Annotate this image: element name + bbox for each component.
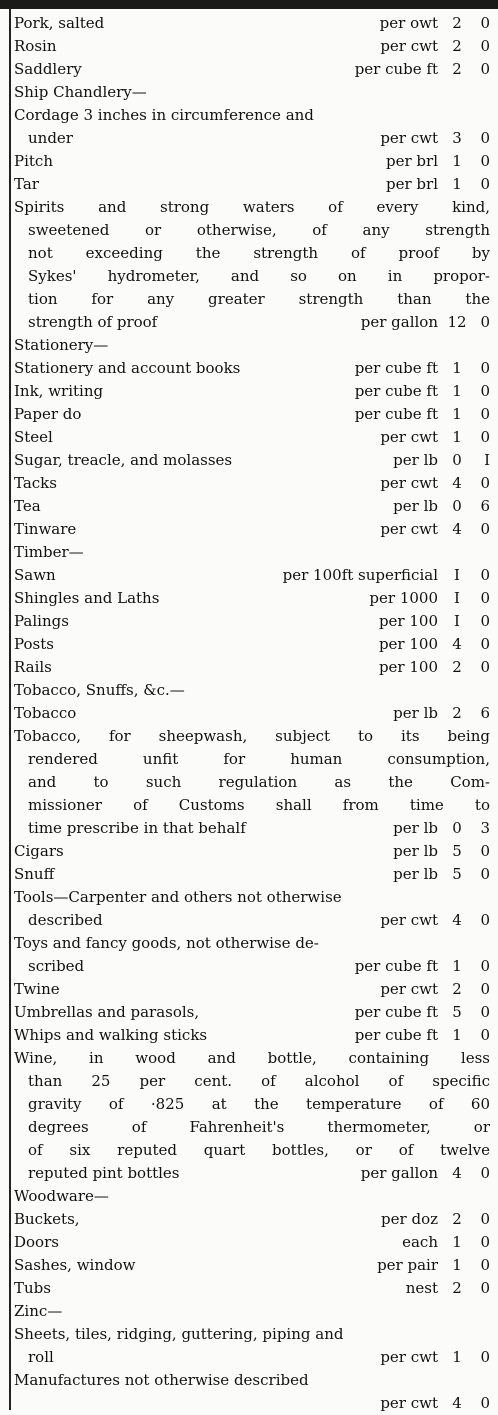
duty-unit: per cwt [380,911,438,929]
item-description: under [28,129,73,147]
duty-shillings: 4 [452,911,462,929]
duty-shillings: 1 [452,1256,462,1274]
spirits-paragraph [14,196,490,311]
duty-shillings: 4 [452,1164,462,1182]
duty-pence: 0 [480,313,490,331]
duty-pence: 0 [480,152,490,170]
tariff-row-stationery-and-account-books [14,357,490,380]
duty-unit: per gallon [360,1164,438,1182]
duty-shillings: 1 [452,428,462,446]
duty-shillings: 3 [452,129,462,147]
duty-shillings: 1 [452,359,462,377]
duty-shillings: 1 [452,382,462,400]
tariff-row-toys-and-fancy-goods-not-otherwise-de [14,932,490,955]
duty-unit: per cwt [380,980,438,998]
item-description: Stationery— [14,336,109,354]
paragraph-line: degrees of Fahrenheit's thermometer, or [28,1118,490,1136]
top-border-bar [0,0,498,9]
paragraph-line: tion for any greater strength than the [28,290,490,308]
item-description: Snuff [14,865,55,883]
duty-shillings: 2 [452,14,462,32]
tariff-row-tinware [14,518,490,541]
item-description: Tacks [14,474,57,492]
item-description: Rails [14,658,52,676]
tariff-row-rails [14,656,490,679]
item-description: Sawn [14,566,56,584]
tariff-row-tubs [14,1277,490,1300]
duty-pence: 0 [480,359,490,377]
duty-unit: per gallon [360,313,438,331]
tariff-row-sugar-treacle-and-molasses [14,449,490,472]
duty-unit: per lb [393,865,438,883]
duty-pence: 0 [480,129,490,147]
tariff-row-whips-and-walking-sticks [14,1024,490,1047]
tariff-row-sawn [14,564,490,587]
paragraph-line: Sykes' hydrometer, and so on in propor- [28,267,490,285]
item-description: Tobacco [14,704,77,722]
tariff-row-saddlery [14,58,490,81]
left-column-rule [9,9,11,1410]
duty-shillings: 4 [452,1394,462,1412]
tariff-row-paper-do [14,403,490,426]
tariff-row-ship-chandlery [14,81,490,104]
tariff-row-steel [14,426,490,449]
duty-unit: per 100 [378,612,438,630]
item-description: Umbrellas and parasols, [14,1003,200,1021]
duty-shillings: 1 [452,175,462,193]
duty-unit: per brl [386,175,438,193]
item-description: Paper do [14,405,82,423]
item-description: Saddlery [14,60,82,78]
paragraph-line: rendered unfit for human consumption, [28,750,490,768]
tariff-row-per-cwt [14,1392,490,1415]
tariff-row-rosin [14,35,490,58]
duty-shillings: 2 [452,980,462,998]
paragraph-line: gravity of ·825 at the temperature of 60 [28,1095,490,1113]
tariff-row-pork-salted [14,12,490,35]
duty-shillings: 2 [452,1210,462,1228]
item-description: Tar [14,175,39,193]
duty-pence: 0 [480,842,490,860]
tariff-row-umbrellas-and-parasols [14,1001,490,1024]
duty-unit: per cwt [380,37,438,55]
duty-pence: 0 [480,1026,490,1044]
duty-unit: per owt [379,14,438,32]
duty-pence: 0 [480,566,490,584]
paragraph-line: of six reputed quart bottles, or of twelve [28,1141,490,1159]
duty-shillings: 2 [452,1279,462,1297]
tariff-row-roll [14,1346,490,1369]
duty-pence: 0 [480,589,490,607]
duty-unit: per pair [377,1256,438,1274]
duty-shillings: 12 [447,313,467,331]
duty-pence: 0 [480,382,490,400]
duty-unit: per 100 [378,658,438,676]
duty-pence: 0 [480,612,490,630]
duty-unit: per cwt [380,1394,438,1412]
duty-pence: 0 [480,957,490,975]
item-description: Woodware— [14,1187,109,1205]
tariff-row-described [14,909,490,932]
tariff-row-snuff [14,863,490,886]
item-description: Sheets, tiles, ridging, guttering, piping and [14,1325,344,1343]
tariff-row-tea [14,495,490,518]
tariff-row-timber [14,541,490,564]
duty-shillings: 2 [452,37,462,55]
duty-unit: per 100ft superficial [282,566,438,584]
duty-pence: 3 [480,819,490,837]
duty-unit: per 100 [378,635,438,653]
paragraph-line: Spirits and strong waters of every kind, [14,198,490,216]
tariff-row-tobacco-snuffs-c [14,679,490,702]
item-description: Ship Chandlery— [14,83,147,101]
duty-pence: 0 [480,1164,490,1182]
duty-unit: per lb [393,451,438,469]
duty-unit: per lb [393,842,438,860]
duty-shillings: 0 [452,451,462,469]
duty-shillings: 1 [452,152,462,170]
duty-pence: 0 [480,1233,490,1251]
item-description: Buckets, [14,1210,80,1228]
duty-pence: 0 [480,1348,490,1366]
duty-unit: each [402,1233,438,1251]
duty-pence: 0 [480,14,490,32]
tariff-row-doors [14,1231,490,1254]
duty-shillings: 2 [452,704,462,722]
tariff-row-under [14,127,490,150]
duty-pence: 0 [480,60,490,78]
duty-shillings: I [454,566,460,584]
item-description: Tobacco, Snuffs, &c.— [14,681,185,699]
duty-unit: per cube ft [354,60,438,78]
tariff-row-time-prescribe-in-that-behalf [14,817,490,840]
paragraph-line: sweetened or otherwise, of any strength [28,221,490,239]
duty-unit: per lb [393,497,438,515]
tariff-row-woodware [14,1185,490,1208]
item-description: Palings [14,612,69,630]
duty-unit: per cube ft [354,405,438,423]
tariff-row-scribed [14,955,490,978]
paragraph-line: Wine, in wood and bottle, containing less [14,1049,490,1067]
item-description: time prescribe in that behalf [28,819,246,837]
duty-pence: 0 [480,1279,490,1297]
duty-pence: 0 [480,980,490,998]
duty-unit: per doz [381,1210,438,1228]
duty-unit: per cwt [380,129,438,147]
duty-pence: 6 [480,497,490,515]
duty-shillings: I [454,589,460,607]
duty-shillings: 1 [452,957,462,975]
duty-pence: 0 [480,474,490,492]
duty-pence: 0 [480,911,490,929]
duty-unit: per cwt [380,520,438,538]
duty-unit: per cube ft [354,359,438,377]
item-description: Tools—Carpenter and others not otherwise [14,888,342,906]
item-description: Shingles and Laths [14,589,160,607]
paragraph-line: Tobacco, for sheepwash, subject to its being [14,727,490,745]
duty-unit: per brl [386,152,438,170]
item-description: Manufactures not otherwise described [14,1371,309,1389]
tariff-row-pitch [14,150,490,173]
tariff-row-cordage-3-inches-in-circumference-and [14,104,490,127]
tariff-row-tobacco [14,702,490,725]
item-description: Ink, writing [14,382,104,400]
tariff-row-strength-of-proof [14,311,490,334]
duty-pence: 0 [480,1256,490,1274]
tariff-row-zinc [14,1300,490,1323]
wine-paragraph [14,1047,490,1162]
duty-shillings: 4 [452,520,462,538]
duty-shillings: 2 [452,60,462,78]
tariff-row-palings [14,610,490,633]
duty-pence: 6 [480,704,490,722]
item-description: Tea [14,497,41,515]
item-description: Whips and walking sticks [14,1026,208,1044]
item-description: Cigars [14,842,64,860]
item-description: Pitch [14,152,53,170]
tariff-row-buckets [14,1208,490,1231]
duty-pence: 0 [480,865,490,883]
duty-shillings: 2 [452,658,462,676]
duty-pence: 0 [480,520,490,538]
item-description: strength of proof [28,313,158,331]
item-description: Sugar, treacle, and molasses [14,451,233,469]
duty-unit: per cube ft [354,1026,438,1044]
tariff-row-posts [14,633,490,656]
duty-unit: per lb [393,704,438,722]
item-description: Tubs [14,1279,51,1297]
duty-pence: I [484,451,490,469]
duty-unit: per cube ft [354,382,438,400]
item-description: Posts [14,635,54,653]
tariff-row-tacks [14,472,490,495]
tariff-row-manufactures-not-otherwise-described [14,1369,490,1392]
item-description: Toys and fancy goods, not otherwise de- [14,934,319,952]
item-description: roll [28,1348,54,1366]
duty-shillings: 5 [452,1003,462,1021]
duty-pence: 0 [480,658,490,676]
sheepwash-paragraph [14,725,490,817]
tariff-row-sashes-window [14,1254,490,1277]
duty-shillings: 4 [452,635,462,653]
item-description: Steel [14,428,53,446]
duty-pence: 0 [480,635,490,653]
tariff-row-tools-carpenter-and-others-not-otherwise [14,886,490,909]
tariff-row-tar [14,173,490,196]
tariff-row-cigars [14,840,490,863]
item-description: Doors [14,1233,59,1251]
duty-shillings: 0 [452,497,462,515]
duty-pence: 0 [480,428,490,446]
duty-shillings: 0 [452,819,462,837]
duty-pence: 0 [480,1003,490,1021]
duty-shillings: 5 [452,865,462,883]
item-description: reputed pint bottles [28,1164,180,1182]
duty-shillings: 1 [452,1348,462,1366]
item-description: Rosin [14,37,57,55]
duty-unit: per cube ft [354,957,438,975]
duty-unit: per cwt [380,1348,438,1366]
duty-unit: nest [405,1279,438,1297]
tariff-row-reputed-pint-bottles [14,1162,490,1185]
item-description: Stationery and account books [14,359,241,377]
duty-shillings: 1 [452,1233,462,1251]
tariff-row-sheets-tiles-ridging-guttering-piping-an [14,1323,490,1346]
duty-pence: 0 [480,1394,490,1412]
paragraph-line: missioner of Customs shall from time to [28,796,490,814]
duty-shillings: 4 [452,474,462,492]
duty-pence: 0 [480,1210,490,1228]
duty-unit: per cwt [380,428,438,446]
duty-unit: per cwt [380,474,438,492]
paragraph-line: and to such regulation as the Com- [28,773,490,791]
item-description: Cordage 3 inches in circumference and [14,106,314,124]
tariff-row-shingles-and-laths [14,587,490,610]
duty-shillings: I [454,612,460,630]
item-description: Sashes, window [14,1256,136,1274]
duty-pence: 0 [480,175,490,193]
tariff-row-stationery [14,334,490,357]
item-description: Timber— [14,543,84,561]
tariff-row-ink-writing [14,380,490,403]
item-description: Zinc— [14,1302,63,1320]
tariff-document [14,12,490,1415]
item-description: Pork, salted [14,14,105,32]
duty-pence: 0 [480,405,490,423]
item-description: Tinware [14,520,77,538]
item-description: Twine [14,980,60,998]
duty-shillings: 1 [452,405,462,423]
paragraph-line: than 25 per cent. of alcohol of specific [28,1072,490,1090]
item-description: scribed [28,957,85,975]
tariff-row-twine [14,978,490,1001]
duty-shillings: 1 [452,1026,462,1044]
duty-shillings: 5 [452,842,462,860]
duty-unit: per lb [393,819,438,837]
duty-unit: per cube ft [354,1003,438,1021]
duty-unit: per 1000 [369,589,438,607]
item-description: described [28,911,103,929]
duty-pence: 0 [480,37,490,55]
paragraph-line: not exceeding the strength of proof by [28,244,490,262]
